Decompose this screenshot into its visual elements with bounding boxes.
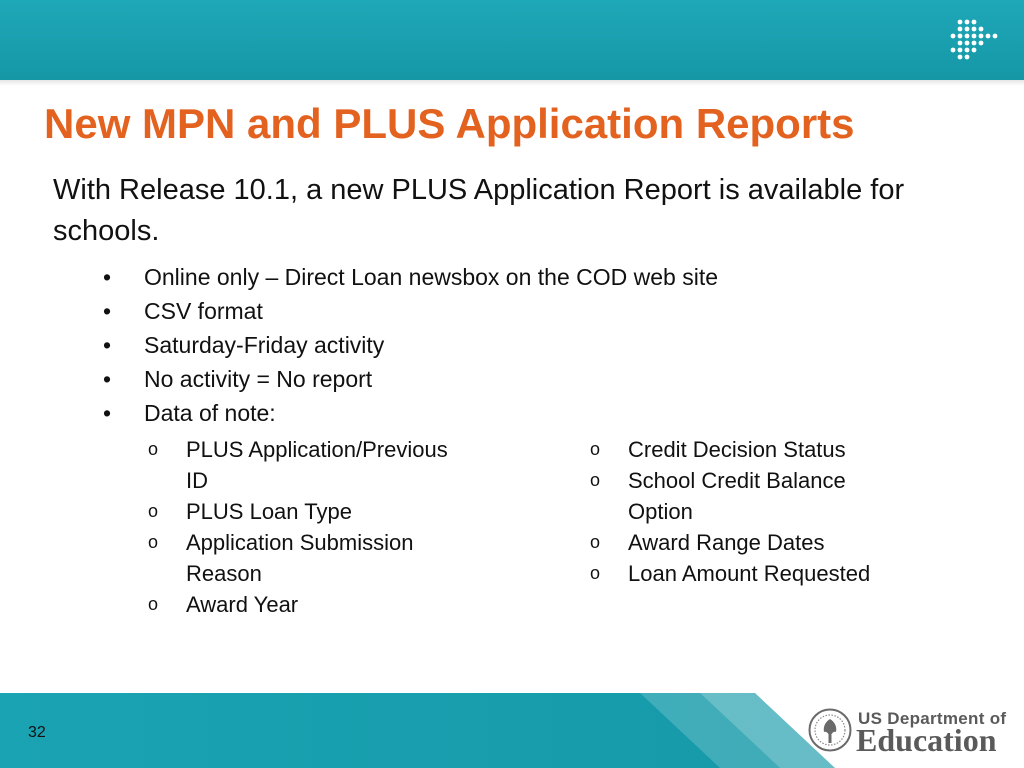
intro-text: With Release 10.1, a new PLUS Application Report is available for schools. <box>53 174 905 247</box>
header-banner <box>0 0 1024 80</box>
department-seal-icon <box>808 708 852 752</box>
sub-bullet-item: o Loan Amount Requested <box>590 558 910 589</box>
slide-title: New MPN and PLUS Application Reports <box>44 100 855 147</box>
data-of-note-left-list <box>148 434 448 620</box>
sub-bullet-item: o Award Range Dates <box>590 527 910 558</box>
bullet-item: • Saturday-Friday activity <box>103 328 718 362</box>
sub-bullet-item: o Application Submission Reason <box>148 527 448 589</box>
bullet-list <box>103 260 718 430</box>
logo-line1: US Department of <box>858 709 1007 728</box>
logo-line2: Education <box>856 722 997 758</box>
sub-bullet-item: o PLUS Loan Type <box>148 496 448 527</box>
dot-grid-icon <box>950 18 1000 62</box>
bullet-item: • CSV format <box>103 294 718 328</box>
header-shadow <box>0 80 1024 86</box>
sub-bullet-item: o PLUS Application/Previous ID <box>148 434 448 496</box>
bullet-item: • No activity = No report <box>103 362 718 396</box>
bullet-item: • Data of note: <box>103 396 718 430</box>
data-of-note-right-list <box>590 434 910 589</box>
sub-bullet-item: o School Credit Balance Option <box>590 465 910 527</box>
sub-bullet-item: o Credit Decision Status <box>590 434 910 465</box>
slide-number: 32 <box>28 724 46 741</box>
bullet-item: • Online only – Direct Loan newsbox on the COD web site <box>103 260 718 294</box>
sub-bullet-item: o Award Year <box>148 589 448 620</box>
